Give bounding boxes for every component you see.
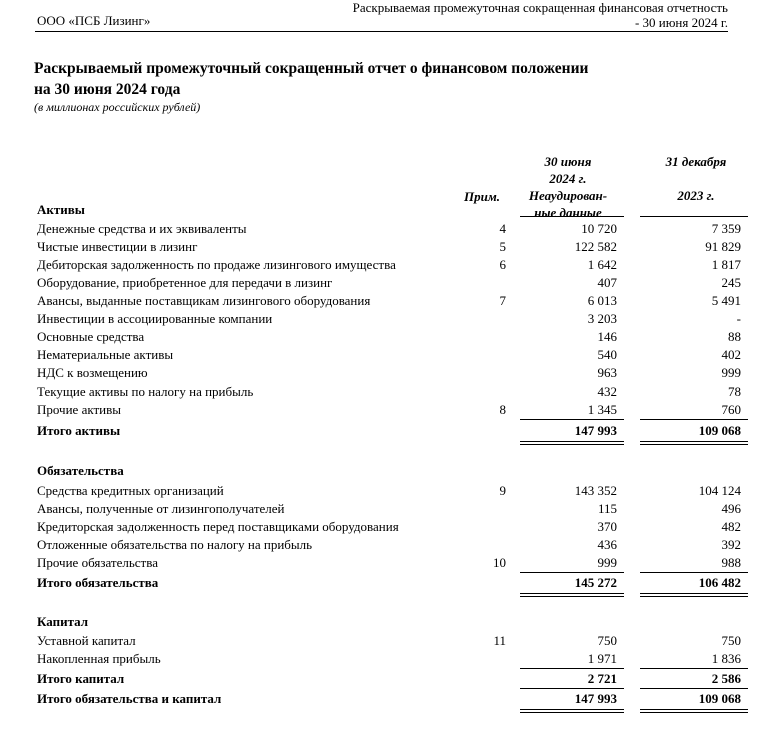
row-prior-value: 106 482 <box>698 575 741 590</box>
row-label: Денежные средства и их эквиваленты <box>37 221 247 236</box>
row-label: Итого обязательства и капитал <box>37 691 222 706</box>
row-label: Дебиторская задолженность по продаже лизингового имущества <box>37 257 396 272</box>
row-label: Оборудование, приобретенное для передачи в лизинг <box>37 275 333 290</box>
row-label: Итого капитал <box>37 671 125 686</box>
grand-total-row <box>0 690 783 708</box>
table-row <box>0 310 783 328</box>
title-line-2: на 30 июня 2024 года <box>34 81 181 98</box>
title-line-1: Раскрываемый промежуточный сокращенный отчет о финансовом положении <box>34 60 589 77</box>
row-prior-value: 750 <box>721 633 741 648</box>
row-current-value: 999 <box>597 555 617 570</box>
units-note: (в миллионах российских рублей) <box>34 100 201 114</box>
row-label: НДС к возмещению <box>37 365 148 380</box>
row-prior-value: 482 <box>721 519 741 534</box>
row-note: 4 <box>499 221 506 236</box>
row-prior-value: 104 124 <box>698 483 741 498</box>
subtotal-line <box>520 668 624 669</box>
liabilities-heading-row <box>0 462 783 480</box>
table-row <box>0 383 783 401</box>
table-row <box>0 401 783 419</box>
prior-header-line-1: 31 декабря <box>665 154 727 169</box>
row-current-value: 963 <box>597 365 617 380</box>
row-prior-value: 91 829 <box>705 239 741 254</box>
row-prior-value: 1 817 <box>711 257 741 272</box>
row-label: Нематериальные активы <box>37 347 174 362</box>
row-prior-value: 2 586 <box>711 671 741 686</box>
subtotal-line <box>520 688 624 689</box>
header-divider <box>35 31 728 32</box>
double-underline <box>640 441 748 445</box>
subtotal-line <box>640 572 748 573</box>
row-prior-value: 760 <box>721 402 741 417</box>
row-label: Авансы, выданные поставщикам лизингового оборудования <box>37 293 371 308</box>
row-prior-value: 999 <box>721 365 741 380</box>
report-title-line: Раскрываемая промежуточная сокращенная финансовая отчетность <box>352 0 728 15</box>
table-row <box>0 220 783 238</box>
row-current-value: 122 582 <box>574 239 617 254</box>
double-underline <box>520 709 624 713</box>
row-note: 11 <box>493 633 506 648</box>
row-current-value: 750 <box>597 633 617 648</box>
row-label: Инвестиции в ассоциированные компании <box>37 311 273 326</box>
row-current-value: 540 <box>597 347 617 362</box>
table-row <box>0 632 783 650</box>
liabilities-total-row <box>0 574 783 592</box>
report-date-line: - 30 июня 2024 г. <box>634 15 728 30</box>
table-row <box>0 238 783 256</box>
row-current-value: 407 <box>597 275 617 290</box>
subtotal-line <box>640 419 748 420</box>
row-prior-value: 496 <box>721 501 741 516</box>
row-current-value: 115 <box>597 501 617 516</box>
row-prior-value: 88 <box>728 329 741 344</box>
row-current-value: 145 272 <box>574 575 617 590</box>
row-label: Прочие обязательства <box>37 555 158 570</box>
row-label: Авансы, полученные от лизингополучателей <box>37 501 285 516</box>
row-prior-value: 7 359 <box>711 221 741 236</box>
company-name: ООО «ПСБ Лизинг» <box>37 13 151 28</box>
row-label: Основные средства <box>37 329 145 344</box>
row-current-value: 10 720 <box>581 221 617 236</box>
table-row <box>0 274 783 292</box>
table-row <box>0 256 783 274</box>
subtotal-line <box>520 572 624 573</box>
row-label: Накопленная прибыль <box>37 651 161 666</box>
row-current-value: 146 <box>597 329 617 344</box>
row-note: 10 <box>493 555 506 570</box>
table-row <box>0 650 783 668</box>
row-current-value: 1 345 <box>587 402 617 417</box>
row-prior-value: 109 068 <box>698 691 741 706</box>
row-current-value: 6 013 <box>587 293 617 308</box>
row-current-value: 1 642 <box>587 257 617 272</box>
row-prior-value: 245 <box>721 275 741 290</box>
assets-total-row <box>0 422 783 440</box>
row-current-value: 1 971 <box>587 651 617 666</box>
table-row <box>0 536 783 554</box>
double-underline <box>520 441 624 445</box>
prior-period-header <box>640 153 752 204</box>
row-label: Итого обязательства <box>37 575 159 590</box>
row-prior-value: 392 <box>721 537 741 552</box>
current-header-line-4: ные данные <box>534 205 602 220</box>
table-row <box>0 328 783 346</box>
note-column-header: Прим. <box>464 189 500 204</box>
row-prior-value: 78 <box>728 384 741 399</box>
current-header-line-3: Неаудирован- <box>528 188 608 203</box>
equity-heading-row <box>0 613 783 631</box>
row-label: Текущие активы по налогу на прибыль <box>37 384 254 399</box>
row-prior-value: 988 <box>721 555 741 570</box>
row-current-value: 432 <box>597 384 617 399</box>
current-header-line-2: 2024 г. <box>549 171 587 186</box>
row-label: Чистые инвестиции в лизинг <box>37 239 198 254</box>
assets-heading: Активы <box>37 202 85 217</box>
row-note: 7 <box>499 293 506 308</box>
row-label: Отложенные обязательства по налогу на прибыль <box>37 537 313 552</box>
row-prior-value: - <box>736 311 741 326</box>
double-underline <box>640 709 748 713</box>
double-underline <box>520 593 624 597</box>
row-current-value: 436 <box>597 537 617 552</box>
table-row <box>0 500 783 518</box>
report-header <box>353 0 728 30</box>
row-label: Кредиторская задолженность перед поставщиками оборудования <box>37 519 399 534</box>
prior-header-line-2: 2023 г. <box>677 188 715 203</box>
table-row <box>0 292 783 310</box>
subtotal-line <box>640 688 748 689</box>
table-row <box>0 346 783 364</box>
row-prior-value: 1 836 <box>711 651 741 666</box>
double-underline <box>640 593 748 597</box>
row-label: Прочие активы <box>37 402 121 417</box>
liabilities-heading: Обязательства <box>37 463 124 478</box>
table-row <box>0 518 783 536</box>
row-current-value: 143 352 <box>574 483 617 498</box>
row-current-value: 147 993 <box>574 423 617 438</box>
row-prior-value: 5 491 <box>711 293 741 308</box>
current-header-line-1: 30 июня <box>544 154 592 169</box>
row-label: Итого активы <box>37 423 121 438</box>
equity-heading: Капитал <box>37 614 89 629</box>
row-note: 6 <box>499 257 506 272</box>
row-note: 9 <box>499 483 506 498</box>
row-note: 8 <box>499 402 506 417</box>
row-current-value: 147 993 <box>574 691 617 706</box>
row-prior-value: 402 <box>721 347 741 362</box>
row-current-value: 3 203 <box>587 311 617 326</box>
subtotal-line <box>520 419 624 420</box>
row-label: Уставной капитал <box>37 633 136 648</box>
row-current-value: 370 <box>597 519 617 534</box>
table-row <box>0 482 783 500</box>
row-label: Средства кредитных организаций <box>37 483 224 498</box>
row-prior-value: 109 068 <box>698 423 741 438</box>
assets-heading-row <box>0 201 783 219</box>
page-title <box>34 58 588 100</box>
table-row <box>0 364 783 382</box>
table-row <box>0 554 783 572</box>
equity-total-row <box>0 670 783 688</box>
row-note: 5 <box>499 239 506 254</box>
subtotal-line <box>640 668 748 669</box>
row-current-value: 2 721 <box>587 671 617 686</box>
